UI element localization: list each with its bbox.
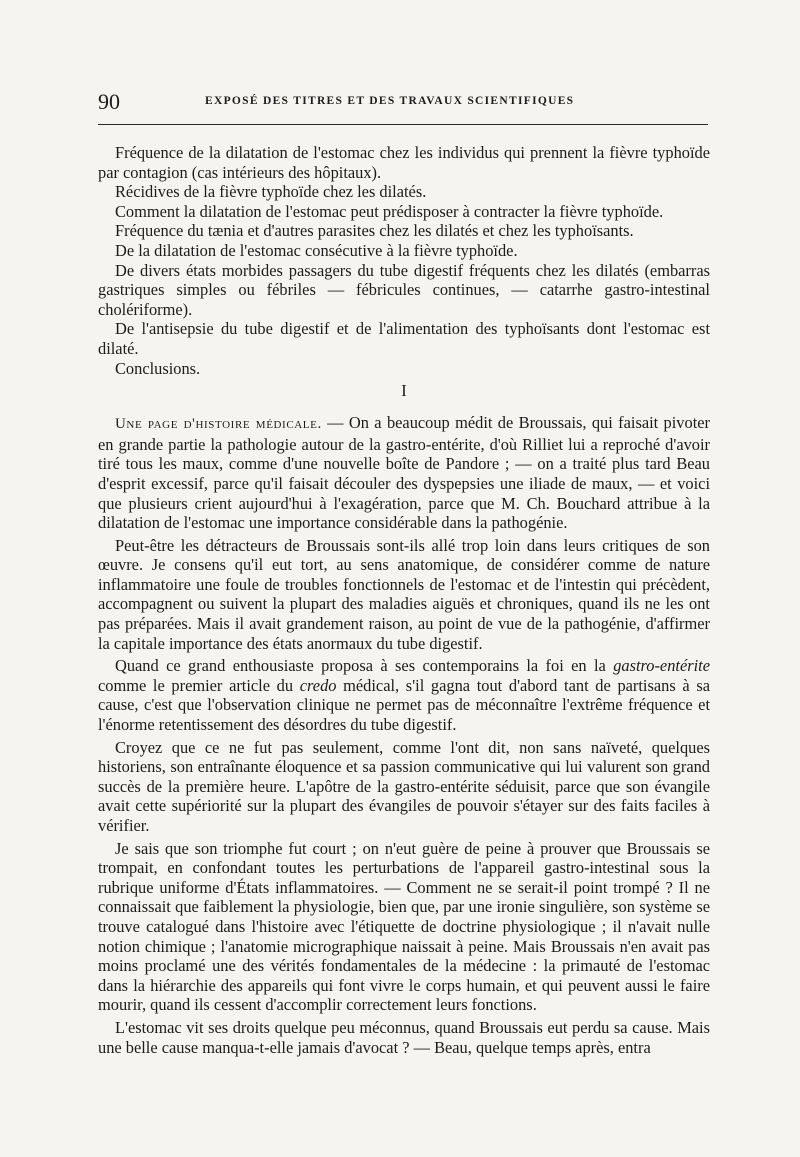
- paragraph: Peut-être les détracteurs de Broussais sont-ils allé trop loin dans leurs critiques de son œuvre. Je consens qu'il eut tort, au sens anatomique, de considérer comme de nature inflammatoire une foule de troubles fonctionnels de l'estomac et de l'intestin qui précèdent, accompagnent ou suivent la plupart des maladies aiguës et chroniques, quand ils ne les ont pas préparées. Mais il avait grandement raison, au point de vue de la pathogénie, d'affirmer la capitale importance des états anormaux du tube digestif.: [98, 535, 710, 653]
- emphasis-text: gastro-entérite: [613, 656, 710, 676]
- paragraph-text: comme le premier article du: [98, 675, 300, 695]
- toc-entry: De la dilatation de l'estomac consécutive à la fièvre typhoïde.: [115, 240, 518, 260]
- toc-entry: Conclusions.: [115, 358, 201, 378]
- toc-entry: Comment la dilatation de l'estomac peut prédisposer à contracter la fièvre typhoïde.: [115, 201, 664, 221]
- paragraph-text: Quand ce grand enthousiaste proposa à ses contemporains la foi en la: [115, 656, 614, 676]
- page-header: [98, 90, 708, 114]
- paragraph: L'estomac vit ses droits quelque peu méconnus, quand Broussais eut perdu sa cause. Mais une belle cause manqua-t-elle jamais d'avocat ? — Beau, quelque temps après, entra: [98, 1017, 710, 1057]
- section-numeral: I: [401, 381, 407, 401]
- toc-entry: Récidives de la fièvre typhoïde chez les dilatés.: [115, 182, 427, 202]
- section-heading: Une page d'histoire médicale.: [115, 416, 322, 433]
- paragraph-text: — On a beaucoup médit de Broussais, qui faisait pivoter en grande partie la pathologie autour de la gastro-entérite, d'où Rilliet lui a reproché d'avoir tiré tous les maux, comme d'une nouvelle boîte de Pandore ; — on a traité plus tard Beau d'esprit excessif, parce qu'il faisait découler des dyspepsies une iliade de maux, — et voici que plusieurs crient aujourd'hui à l'exagération, parce que M. Ch. Bouchard attribue à la dilatation de l'estomac une importance considérable dans la pathogénie.: [98, 413, 710, 533]
- paragraph: [98, 656, 710, 734]
- paragraph: Je sais que son triomphe fut court ; on n'eut guère de peine à prouver que Broussais se trompait, en confondant toutes les perturbations de l'appareil gastro-intestinal sous la rubrique uniforme d'États inflammatoires. — Comment ne se serait-il point trompé ? Il ne connaissait que faiblement la physiologie, bien que, par une ironie singulière, son système se trouve catalogué dans l'histoire avec l'étiquette de doctrine physiologique ; il n'avait nulle notion chimique ; l'anatomie micrographique naissait à peine. Mais Broussais n'en avait pas moins proclamé une des vérités fondamentales de la médecine : la primauté de l'estomac dans la hiérarchie des appareils qui font vivre le corps humain, et qui peuvent aussi le faire mourir, quand ils cessent d'accomplir correctement leurs fonctions.: [98, 838, 710, 1015]
- page-body: [98, 143, 710, 1057]
- toc-entry: De divers états morbides passagers du tube digestif fréquents chez les dilatés (embarras gastriques simples ou fébriles — fébricules continues, — catarrhe gastro-intestinal cholériforme).: [98, 260, 710, 319]
- header-rule: [98, 124, 708, 125]
- toc-entry: Fréquence du tænia et d'autres parasites chez les dilatés et chez les typhoïsants.: [115, 221, 634, 241]
- page-number: 90: [98, 89, 120, 114]
- paragraph: Croyez que ce ne fut pas seulement, comme l'ont dit, non sans naïveté, quelques historiens, son entraînante éloquence et sa passion communicative qui lui valurent son grand succès de la première heure. L'apôtre de la gastro-entérite séduisit, parce que son évangile avait cette supériorité sur la plupart des évangiles de pouvoir s'étayer sur des faits faciles à vérifier.: [98, 737, 710, 835]
- toc-entry: De l'antisepsie du tube digestif et de l'alimentation des typhoïsants dont l'estomac est dilaté.: [98, 319, 710, 358]
- toc-entry: Fréquence de la dilatation de l'estomac chez les individus qui prennent la fièvre typhoïde par contagion (cas intérieurs des hôpitaux).: [98, 143, 710, 182]
- paragraph-text: médical, s'il gagna tout d'abord tant de partisans à sa cause, c'est que l'observation clinique ne permet pas de méconnaître l'extrême fréquence et l'énorme retentissement des désordres du tube digestif.: [98, 675, 710, 735]
- emphasis-text: credo: [299, 675, 337, 695]
- running-head: EXPOSÉ DES TITRES ET DES TRAVAUX SCIENTIFIQUES: [205, 95, 575, 107]
- paragraph: [98, 413, 710, 533]
